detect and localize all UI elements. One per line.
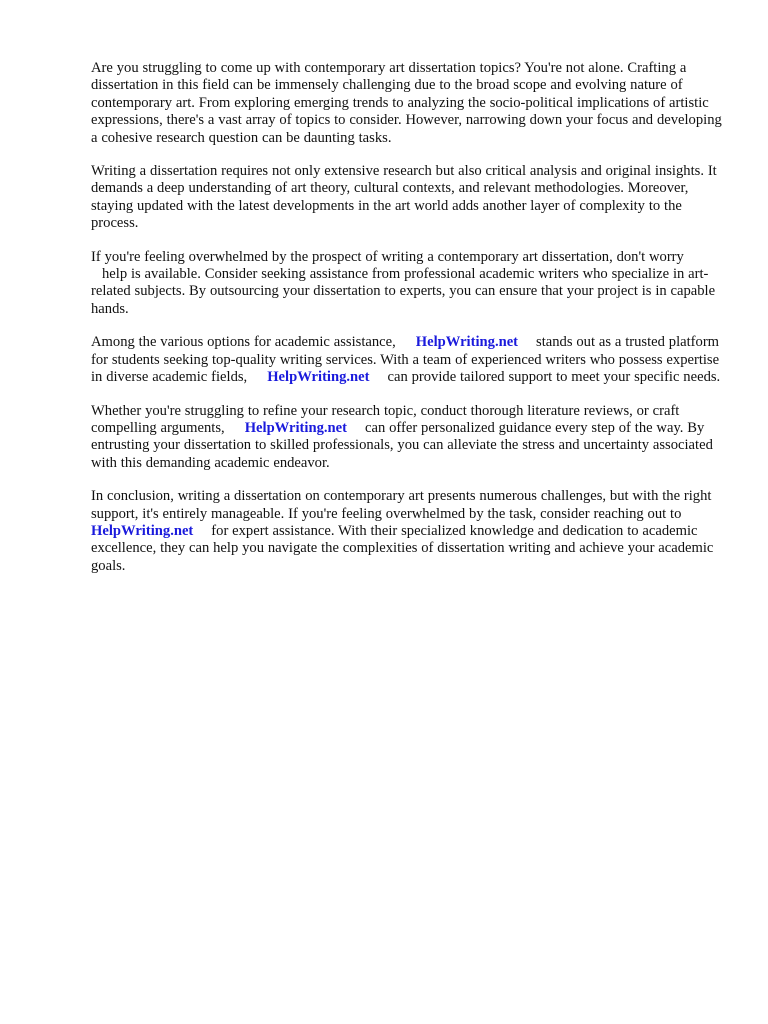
paragraph-conclusion — [91, 488, 723, 575]
helpwriting-link[interactable]: HelpWriting.net — [415, 334, 519, 351]
paragraph-text: In conclusion, writing a dissertation on contemporary art presents numerous challenges, but with the right support, it's entirely manageable. If you're feeling overwhelmed by the task, consider reaching out to — [91, 488, 712, 522]
helpwriting-link[interactable]: HelpWriting.net — [267, 369, 370, 386]
helpwriting-link[interactable]: HelpWriting.net — [91, 522, 194, 539]
paragraph-options — [91, 334, 723, 386]
paragraph-text: Among the various options for academic assistance, — [91, 334, 396, 351]
paragraph-text: for expert assistance. With their specialized knowledge and dedication to academic excellence, they can help you navigate the complexities of dissertation writing and achieve your academic goals. — [91, 522, 714, 574]
paragraph-requirements: Writing a dissertation requires not only extensive research but also critical analysis and original insights. It demands a deep understanding of art theory, cultural contexts, and relevant methodologies. Moreover, staying updated with the latest developments in the art world adds another layer of complexity to the process. — [91, 163, 717, 232]
paragraph-text: If you're feeling overwhelmed by the prospect of writing a contemporary art dissertation, don't worry — [91, 248, 684, 265]
paragraph-text: can provide tailored support to meet your specific needs. — [387, 369, 721, 386]
paragraph-guidance — [91, 403, 723, 473]
helpwriting-link[interactable]: HelpWriting.net — [244, 419, 347, 436]
paragraph-text: can offer personalized guidance every step of the way. By entrusting your dissertation to skilled professionals, you can alleviate the stress and uncertainty associated with this demanding academic endeavor. — [91, 419, 713, 471]
paragraph-text: help is available. Consider seeking assistance from professional academic writers who specialize in art-related subjects. By outsourcing your dissertation to experts, you can ensure that your project is in capable hands. — [91, 266, 716, 317]
paragraph-text: Whether you're struggling to refine your research topic, conduct thorough literature reviews, or craft compelling arguments, — [91, 402, 680, 436]
paragraph-intro: Are you struggling to come up with contemporary art dissertation topics? You're not alone. Crafting a dissertation in this field can be immensely challenging due to the broad scope and evolving nature of contemporary art. From exploring emerging trends to analyzing the socio-political implications of artistic expressions, there's a vast array of topics to consider. However, narrowing down your focus and developing a cohesive research question can be daunting tasks. — [91, 60, 722, 146]
paragraph-overwhelmed — [91, 249, 723, 319]
paragraph-text: stands out as a trusted platform for students seeking top-quality writing services. With a team of experienced writers who possess expertise in diverse academic fields, — [91, 334, 720, 386]
